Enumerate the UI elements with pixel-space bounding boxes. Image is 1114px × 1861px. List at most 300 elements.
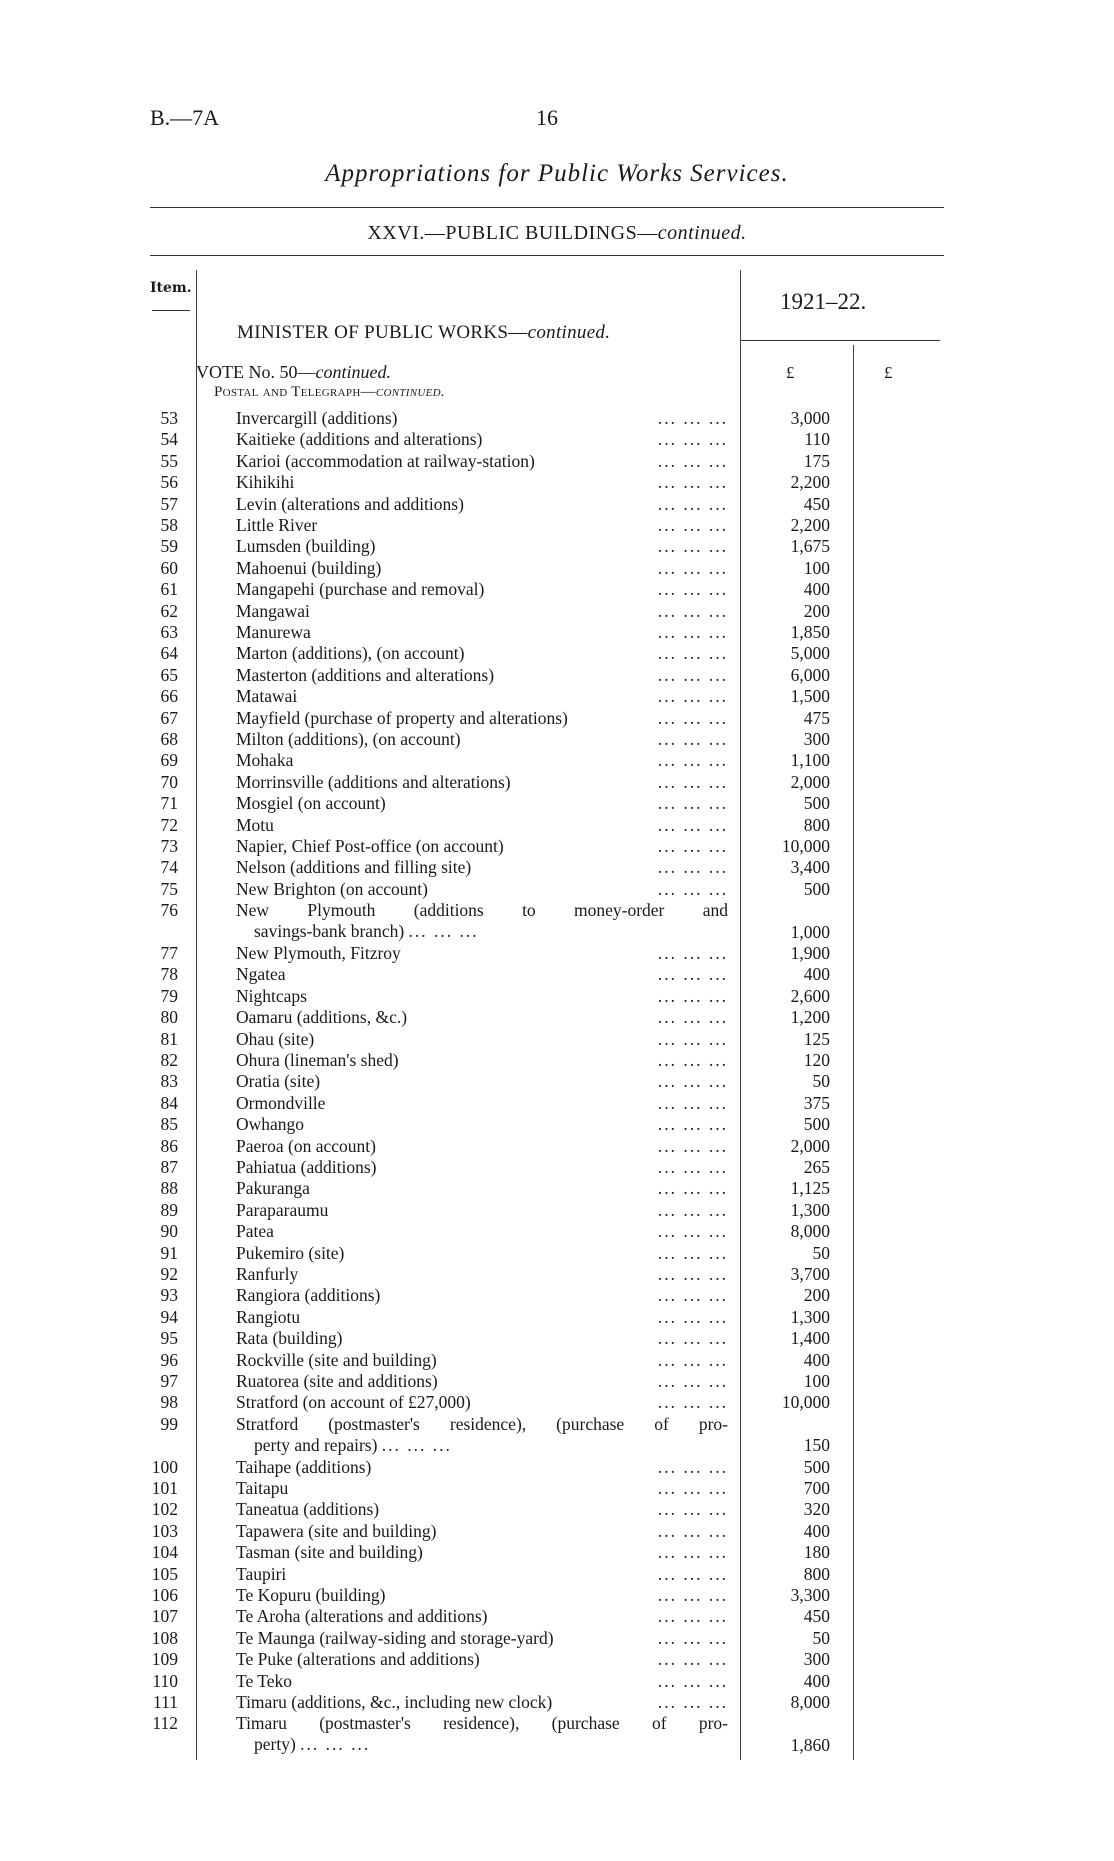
dot-leader: ... ... ... <box>657 557 728 578</box>
item-amount: 400 <box>803 1520 830 1541</box>
dot-leader: ... ... ... <box>657 1456 728 1477</box>
vote-heading: VOTE No. 50—continued. <box>196 362 391 382</box>
item-number: 108 <box>151 1627 178 1648</box>
dot-leader: ... ... ... <box>657 943 728 963</box>
item-number: 75 <box>160 878 178 899</box>
dot-leader: ... ... ... <box>657 664 728 685</box>
item-number: 84 <box>160 1092 178 1113</box>
section-heading: XXVI.—PUBLIC BUILDINGS—continued. <box>367 222 747 244</box>
item-number: 60 <box>160 557 178 578</box>
dot-leader: ... ... ... <box>657 1114 728 1135</box>
item-amount: 375 <box>803 1092 830 1113</box>
dot-leader: ... ... ... <box>657 1178 728 1199</box>
table-row <box>0 1564 1114 1585</box>
dot-leader: ... ... ... <box>657 878 728 899</box>
item-number: 103 <box>151 1520 178 1541</box>
item-description: Te Aroha (alterations and additions) ... ... ... <box>236 1606 728 1627</box>
item-number: 71 <box>160 793 178 814</box>
item-description: Taupiri ... ... ... <box>236 1563 728 1584</box>
item-amount: 2,200 <box>790 515 830 535</box>
table-row <box>0 1350 1114 1371</box>
dot-leader: ... ... ... <box>657 1520 728 1541</box>
year-column-heading: 1921–22. <box>780 289 867 314</box>
item-number: 112 <box>152 1713 178 1734</box>
table-row <box>0 857 1114 878</box>
item-description: Stratford (on account of £27,000) ... ... ... <box>236 1392 728 1413</box>
dot-leader: ... ... ... <box>657 1092 728 1113</box>
item-number: 109 <box>151 1649 178 1670</box>
item-description: Mangapehi (purchase and removal) ... ... ... <box>236 579 728 600</box>
item-number: 62 <box>160 600 178 621</box>
dot-leader: ... ... ... <box>657 985 728 1006</box>
item-description: Morrinsville (additions and alterations) ... ... ... <box>236 771 728 792</box>
item-amount: 700 <box>803 1478 830 1498</box>
dot-leader: ... ... ... <box>657 1392 728 1413</box>
dot-leader: ... ... ... <box>657 771 728 792</box>
item-amount: 10,000 <box>781 1392 830 1413</box>
item-description: Manurewa ... ... ... <box>236 622 728 642</box>
item-amount: 100 <box>803 557 830 578</box>
item-number: 89 <box>160 1199 178 1220</box>
item-number: 69 <box>160 750 178 771</box>
item-number: 77 <box>160 943 178 963</box>
item-amount: 800 <box>803 1563 830 1584</box>
dot-leader: ... ... ... <box>657 493 728 514</box>
item-number: 106 <box>151 1585 178 1605</box>
item-amount: 320 <box>803 1499 830 1520</box>
table-row <box>0 772 1114 793</box>
currency-label: £ <box>884 363 893 382</box>
item-description: Ruatorea (site and additions) ... ... ... <box>236 1371 728 1391</box>
item-description: New Brighton (on account) ... ... ... <box>236 878 728 899</box>
page-title: Appropriations for Public Works Services. <box>325 160 789 187</box>
sub-heading: Postal and Telegraph—continued. <box>214 384 445 400</box>
dot-leader: ... ... ... <box>657 1606 728 1627</box>
item-number: 93 <box>160 1285 178 1306</box>
item-description: Paeroa (on account) ... ... ... <box>236 1135 728 1156</box>
item-number: 57 <box>160 493 178 514</box>
item-number: 104 <box>151 1542 178 1563</box>
item-description: Karioi (accommodation at railway-station) ... ... ... <box>236 450 728 471</box>
item-description: Rockville (site and building) ... ... ... <box>236 1349 728 1370</box>
item-description: Mangawai ... ... ... <box>236 600 728 621</box>
item-amount: 1,000 <box>790 921 830 942</box>
dot-leader: ... ... ... <box>657 1670 728 1691</box>
item-amount: 50 <box>812 1071 830 1092</box>
item-number: 61 <box>160 579 178 600</box>
item-description: Te Maunga (railway-siding and storage-yard) ... ... ... <box>236 1627 728 1648</box>
table-row <box>0 1200 1114 1221</box>
item-amount: 1,675 <box>790 536 830 557</box>
item-description: Ohura (lineman's shed) ... ... ... <box>236 1050 728 1070</box>
item-amount: 1,400 <box>790 1328 830 1349</box>
dot-leader: ... ... ... <box>657 408 728 428</box>
item-number: 56 <box>160 472 178 493</box>
item-description: Motu ... ... ... <box>236 814 728 835</box>
dot-leader: ... ... ... <box>657 1692 728 1712</box>
item-amount: 500 <box>803 1456 830 1477</box>
item-description: Masterton (additions and alterations) ... ... ... <box>236 664 728 685</box>
table-row <box>0 1521 1114 1542</box>
table-row <box>0 964 1114 985</box>
table-row <box>0 1264 1114 1285</box>
dot-leader: ... ... ... <box>657 1563 728 1584</box>
item-description: Kihikihi ... ... ... <box>236 472 728 493</box>
item-number: 85 <box>160 1114 178 1135</box>
item-description: Oamaru (additions, &c.) ... ... ... <box>236 1007 728 1028</box>
table-row <box>0 986 1114 1007</box>
table-row <box>0 472 1114 493</box>
dot-leader: ... ... ... <box>657 1007 728 1028</box>
document-reference: B.—7A <box>150 105 220 130</box>
item-amount: 265 <box>803 1157 830 1177</box>
item-amount: 150 <box>803 1435 830 1456</box>
table-row <box>0 579 1114 600</box>
item-number: 98 <box>160 1392 178 1413</box>
item-amount: 450 <box>803 1606 830 1627</box>
table-row <box>0 1542 1114 1563</box>
item-amount: 400 <box>803 579 830 600</box>
item-description: Pahiatua (additions) ... ... ... <box>236 1157 728 1177</box>
dot-leader: ... ... ... <box>657 536 728 557</box>
dot-leader: ... ... ... <box>657 1285 728 1306</box>
table-row <box>0 1328 1114 1349</box>
item-description: Ormondville ... ... ... <box>236 1092 728 1113</box>
year-heading-rule <box>740 340 940 341</box>
table-row <box>0 1071 1114 1092</box>
dot-leader: ... ... ... <box>657 643 728 664</box>
item-amount: 2,200 <box>790 472 830 493</box>
item-description: Te Teko ... ... ... <box>236 1670 728 1691</box>
table-row <box>0 793 1114 814</box>
dot-leader: ... ... ... <box>657 1050 728 1070</box>
item-number: 83 <box>160 1071 178 1092</box>
table-row <box>0 1093 1114 1114</box>
dot-leader: ... ... ... <box>657 1478 728 1498</box>
item-number: 68 <box>160 729 178 749</box>
item-amount: 1,850 <box>790 622 830 642</box>
item-amount: 1,200 <box>790 1007 830 1028</box>
dot-leader: ... ... ... <box>657 1627 728 1648</box>
title-rule <box>150 207 944 208</box>
table-row <box>0 558 1114 579</box>
dot-leader: ... ... ... <box>657 836 728 856</box>
item-description: Ngatea ... ... ... <box>236 964 728 985</box>
dot-leader: ... ... ... <box>657 450 728 471</box>
table-row <box>0 1285 1114 1306</box>
item-number: 74 <box>160 857 178 878</box>
table-row <box>0 686 1114 707</box>
table-row <box>0 1606 1114 1627</box>
table-row <box>0 643 1114 664</box>
item-description: Taihape (additions) ... ... ... <box>236 1456 728 1477</box>
dot-leader: ... ... ... <box>657 1071 728 1092</box>
item-description: Te Puke (alterations and additions) ... ... ... <box>236 1649 728 1670</box>
table-row <box>0 665 1114 686</box>
item-description: Ohau (site) ... ... ... <box>236 1028 728 1049</box>
dot-leader: ... ... ... <box>657 686 728 707</box>
item-amount: 1,500 <box>790 686 830 707</box>
table-row <box>0 515 1114 536</box>
item-description: Nelson (additions and filling site) ... ... ... <box>236 857 728 878</box>
table-row <box>0 708 1114 729</box>
dot-leader: ... ... ... <box>657 1585 728 1605</box>
item-column-heading: Item. <box>150 280 192 296</box>
item-description: Owhango ... ... ... <box>236 1114 728 1135</box>
item-number: 72 <box>160 814 178 835</box>
item-amount: 175 <box>803 450 830 471</box>
table-row <box>0 1050 1114 1071</box>
table-row <box>0 429 1114 450</box>
item-description: Te Kopuru (building) ... ... ... <box>236 1585 728 1605</box>
item-number: 66 <box>160 686 178 707</box>
item-number: 79 <box>160 985 178 1006</box>
table-row <box>0 836 1114 857</box>
item-description: New Plymouth, Fitzroy ... ... ... <box>236 943 728 963</box>
item-number: 82 <box>160 1050 178 1070</box>
table-row <box>0 1136 1114 1157</box>
item-number: 91 <box>160 1242 178 1263</box>
item-number: 90 <box>160 1221 178 1242</box>
table-row <box>0 1221 1114 1242</box>
item-amount: 1,125 <box>790 1178 830 1199</box>
dot-leader: ... ... ... <box>657 964 728 985</box>
table-row <box>0 1649 1114 1670</box>
item-number: 81 <box>160 1028 178 1049</box>
item-amount: 125 <box>803 1028 830 1049</box>
table-row <box>0 1029 1114 1050</box>
item-amount: 400 <box>803 1670 830 1691</box>
item-amount: 1,900 <box>790 943 830 963</box>
item-number: 96 <box>160 1349 178 1370</box>
dot-leader: ... ... ... <box>657 1264 728 1284</box>
table-row <box>0 1157 1114 1178</box>
table-row <box>0 815 1114 836</box>
item-description: Tasman (site and building) ... ... ... <box>236 1542 728 1563</box>
item-number: 95 <box>160 1328 178 1349</box>
table-row <box>0 536 1114 557</box>
item-amount: 2,000 <box>790 771 830 792</box>
item-amount: 300 <box>803 1649 830 1670</box>
table-row <box>0 1457 1114 1478</box>
item-description: Invercargill (additions) ... ... ... <box>236 408 728 428</box>
item-number: 100 <box>151 1456 178 1477</box>
item-amount: 800 <box>803 814 830 835</box>
item-amount: 400 <box>803 964 830 985</box>
table-row <box>0 750 1114 771</box>
item-description: Little River ... ... ... <box>236 515 728 535</box>
dot-leader: ... ... ... <box>657 1328 728 1349</box>
item-amount: 50 <box>812 1242 830 1263</box>
dot-leader: ... ... ... <box>657 429 728 450</box>
table-row <box>0 1243 1114 1264</box>
dot-leader: ... ... ... <box>657 579 728 600</box>
dot-leader: ... ... ... <box>657 729 728 749</box>
table-row <box>0 1007 1114 1028</box>
table-row <box>0 494 1114 515</box>
item-amount: 8,000 <box>790 1221 830 1242</box>
item-amount: 400 <box>803 1349 830 1370</box>
table-row <box>0 1478 1114 1499</box>
item-description: Mahoenui (building) ... ... ... <box>236 557 728 578</box>
item-description: Stratford (postmaster's residence), (purchase of pro- perty and repairs) ... ... ... <box>236 1413 728 1455</box>
item-description: New Plymouth (additions to money-order and savings-bank branch) ... ... ... <box>236 900 728 942</box>
table-row <box>0 1628 1114 1649</box>
item-number: 88 <box>160 1178 178 1199</box>
item-number: 107 <box>151 1606 178 1627</box>
item-amount: 1,860 <box>790 1734 830 1755</box>
dot-leader: ... ... ... <box>657 814 728 835</box>
item-description: Lumsden (building) ... ... ... <box>236 536 728 557</box>
item-number: 105 <box>151 1563 178 1584</box>
table-row <box>0 1371 1114 1392</box>
table-row <box>0 622 1114 643</box>
table-row <box>0 1307 1114 1328</box>
item-amount: 100 <box>803 1371 830 1391</box>
item-heading-underline <box>152 310 190 311</box>
item-amount: 6,000 <box>790 664 830 685</box>
item-number: 54 <box>160 429 178 450</box>
dot-leader: ... ... ... <box>657 1306 728 1327</box>
item-amount: 300 <box>803 729 830 749</box>
dot-leader: ... ... ... <box>300 1734 371 1755</box>
item-description: Napier, Chief Post-office (on account) ... ... ... <box>236 836 728 856</box>
item-number: 55 <box>160 450 178 471</box>
table-row <box>0 1392 1114 1413</box>
table-row <box>0 408 1114 429</box>
dot-leader: ... ... ... <box>657 857 728 878</box>
item-number: 76 <box>160 900 178 921</box>
table-row <box>0 1178 1114 1199</box>
item-amount: 1,300 <box>790 1306 830 1327</box>
item-amount: 120 <box>803 1050 830 1070</box>
table-row <box>0 1585 1114 1606</box>
item-description: Matawai ... ... ... <box>236 686 728 707</box>
item-description: Pakuranga ... ... ... <box>236 1178 728 1199</box>
item-description: Mayfield (purchase of property and alterations) ... ... ... <box>236 707 728 728</box>
table-row <box>0 879 1114 900</box>
dot-leader: ... ... ... <box>657 1371 728 1391</box>
item-amount: 200 <box>803 1285 830 1306</box>
minister-heading: MINISTER OF PUBLIC WORKS—continued. <box>237 322 611 343</box>
dot-leader: ... ... ... <box>657 793 728 814</box>
item-number: 59 <box>160 536 178 557</box>
item-description: Timaru (additions, &c., including new clock) ... ... ... <box>236 1692 728 1712</box>
table-row <box>0 1499 1114 1520</box>
item-amount: 2,000 <box>790 1135 830 1156</box>
item-description: Taitapu ... ... ... <box>236 1478 728 1498</box>
dot-leader: ... ... ... <box>657 472 728 493</box>
item-description: Rangiora (additions) ... ... ... <box>236 1285 728 1306</box>
item-amount: 200 <box>803 600 830 621</box>
dot-leader: ... ... ... <box>657 600 728 621</box>
item-description: Levin (alterations and additions) ... ... ... <box>236 493 728 514</box>
currency-label: £ <box>786 363 795 382</box>
page-number: 16 <box>536 105 558 130</box>
item-amount: 3,700 <box>790 1264 830 1284</box>
item-number: 102 <box>151 1499 178 1520</box>
table-row <box>0 1671 1114 1692</box>
dot-leader: ... ... ... <box>657 515 728 535</box>
item-number: 94 <box>160 1306 178 1327</box>
item-description: Oratia (site) ... ... ... <box>236 1071 728 1092</box>
item-description: Paraparaumu ... ... ... <box>236 1199 728 1220</box>
table-row <box>0 900 1114 942</box>
dot-leader: ... ... ... <box>657 1199 728 1220</box>
item-amount: 10,000 <box>781 836 830 856</box>
item-description: Patea ... ... ... <box>236 1221 728 1242</box>
item-description: Pukemiro (site) ... ... ... <box>236 1242 728 1263</box>
dot-leader: ... ... ... <box>657 1649 728 1670</box>
item-description: Timaru (postmaster's residence), (purchase of pro- perty) ... ... ... <box>236 1713 728 1755</box>
item-amount: 50 <box>812 1627 830 1648</box>
item-number: 63 <box>160 622 178 642</box>
item-description: Marton (additions), (on account) ... ... ... <box>236 643 728 664</box>
item-number: 53 <box>160 408 178 428</box>
item-number: 65 <box>160 664 178 685</box>
item-number: 87 <box>160 1157 178 1177</box>
item-description: Nightcaps ... ... ... <box>236 985 728 1006</box>
item-number: 92 <box>160 1264 178 1284</box>
item-description: Rangiotu ... ... ... <box>236 1306 728 1327</box>
item-amount: 8,000 <box>790 1692 830 1712</box>
item-amount: 475 <box>803 707 830 728</box>
table-row <box>0 1114 1114 1135</box>
item-number: 97 <box>160 1371 178 1391</box>
item-number: 73 <box>160 836 178 856</box>
table-row <box>0 1713 1114 1755</box>
dot-leader: ... ... ... <box>657 1135 728 1156</box>
dot-leader: ... ... ... <box>657 750 728 771</box>
item-amount: 3,300 <box>790 1585 830 1605</box>
dot-leader: ... ... ... <box>657 1221 728 1242</box>
item-amount: 500 <box>803 878 830 899</box>
dot-leader: ... ... ... <box>657 1542 728 1563</box>
dot-leader: ... ... ... <box>657 1242 728 1263</box>
dot-leader: ... ... ... <box>657 1028 728 1049</box>
item-description: Rata (building) ... ... ... <box>236 1328 728 1349</box>
item-description: Milton (additions), (on account) ... ... ... <box>236 729 728 749</box>
item-amount: 450 <box>803 493 830 514</box>
item-number: 80 <box>160 1007 178 1028</box>
item-number: 110 <box>152 1670 178 1691</box>
table-row <box>0 943 1114 964</box>
dot-leader: ... ... ... <box>657 1157 728 1177</box>
item-amount: 180 <box>803 1542 830 1563</box>
item-description: Tapawera (site and building) ... ... ... <box>236 1520 728 1541</box>
item-number: 70 <box>160 771 178 792</box>
item-number: 86 <box>160 1135 178 1156</box>
dot-leader: ... ... ... <box>657 622 728 642</box>
item-number: 99 <box>160 1413 178 1434</box>
item-description: Mohaka ... ... ... <box>236 750 728 771</box>
dot-leader: ... ... ... <box>657 707 728 728</box>
item-amount: 1,100 <box>790 750 830 771</box>
dot-leader: ... ... ... <box>657 1499 728 1520</box>
item-amount: 3,000 <box>790 408 830 428</box>
table-row <box>0 1692 1114 1713</box>
section-rule <box>150 255 944 256</box>
item-description: Ranfurly ... ... ... <box>236 1264 728 1284</box>
item-amount: 5,000 <box>790 643 830 664</box>
item-amount: 2,600 <box>790 985 830 1006</box>
item-amount: 110 <box>804 429 830 450</box>
table-row <box>0 729 1114 750</box>
dot-leader: ... ... ... <box>408 921 479 942</box>
table-row <box>0 601 1114 622</box>
item-number: 67 <box>160 707 178 728</box>
dot-leader: ... ... ... <box>381 1434 452 1455</box>
